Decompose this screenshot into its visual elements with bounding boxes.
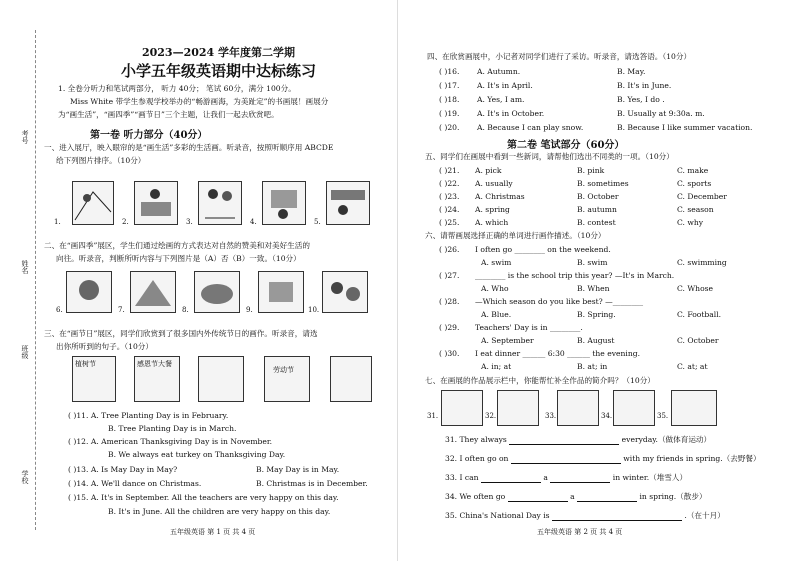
q7-label: 35. [657, 412, 669, 420]
q34-pre: 34. We often go [445, 492, 506, 501]
q29-b: B. August [577, 336, 615, 345]
q29-a: A. September [481, 336, 534, 345]
q4-instruction: 四、在欣赏画展中，小记者对同学们进行了采访。听录音，请选答语。（10分） [427, 52, 692, 61]
q23-num: ( )23. [439, 192, 460, 201]
q12-a: A. American Thanksgiving Day is in November. [90, 437, 273, 446]
q13-option-a [68, 465, 177, 475]
q22-c: C. sports [677, 179, 712, 188]
q14-b: B. Christmas is in December. [256, 479, 368, 488]
q11-a: A. Tree Planting Day is in February. [90, 411, 229, 420]
q29-c: C. October [677, 336, 719, 345]
q2-label: 7. [118, 306, 125, 314]
q11-num: ( )11. [68, 411, 89, 420]
q1-picture-3 [198, 181, 242, 225]
section2-title: 第二卷 笔试部分（60分） [507, 140, 625, 151]
q19-a: A. It's in October. [477, 109, 545, 118]
q1-label: 5. [314, 218, 321, 226]
q25-num: ( )25. [439, 218, 460, 227]
q21-a: A. pick [475, 166, 502, 175]
q24-num: ( )24. [439, 205, 460, 214]
q22-b: B. sometimes [577, 179, 629, 188]
q3-picture-may-day [264, 356, 310, 402]
title-year: 2023—2024 学年度第二学期 [141, 46, 296, 59]
q20-num: ( )20. [439, 123, 460, 132]
q3-caption: 感恩节大餐 [137, 360, 172, 368]
gutter-label-school: 学校 [21, 470, 29, 484]
q2-label: 9. [246, 306, 253, 314]
q3-picture-5 [330, 356, 372, 402]
q15-b: B. It's in June. All the children are very happy on this day. [108, 507, 331, 516]
q1-picture-1 [72, 181, 114, 225]
q17-b: B. It's in June. [617, 81, 672, 90]
q28-b: B. Spring. [577, 310, 616, 319]
q33-mid: a [543, 473, 548, 482]
q14-num: ( )14. [68, 479, 89, 488]
q35-post: .（在十月） [684, 511, 725, 520]
q3-picture-3 [198, 356, 244, 402]
q17-a: A. It's in April. [477, 81, 533, 90]
q35-line [445, 511, 725, 521]
q24-a: A. spring [475, 205, 510, 214]
q2-picture-10 [322, 271, 368, 313]
q34-line [445, 492, 707, 502]
q19-num: ( )19. [439, 109, 460, 118]
q18-num: ( )18. [439, 95, 460, 104]
q28-a: A. Blue. [481, 310, 512, 319]
q2-picture-8 [194, 271, 240, 313]
q12-option-a [68, 437, 272, 447]
q27-stem: ________ is the school trip this year? —It's in March. [475, 271, 675, 280]
q15-a: A. It's in September. All the teachers are very happy on this day. [90, 493, 339, 502]
q32-line [445, 454, 761, 464]
q1-label: 3. [186, 218, 193, 226]
q7-picture-31 [441, 390, 483, 426]
q12-b: B. We always eat turkey on Thanksgiving Day. [108, 450, 286, 459]
q2-picture-9 [258, 271, 304, 313]
binding-line [35, 30, 36, 530]
q2-label: 6. [56, 306, 63, 314]
q7-label: 34. [601, 412, 613, 420]
page-footer-right: 五年级英语 第 2 页 共 4 页 [537, 528, 623, 536]
q12-num: ( )12. [68, 437, 89, 446]
q30-b: B. at; in [577, 362, 608, 371]
q3-instruction: 三、在“画节日”展区，同学们欣赏到了很多国内外传统节日的画作。听录音，请选 [44, 329, 318, 338]
q3-caption: 植树节 [75, 360, 96, 368]
q1-picture-5 [326, 181, 370, 225]
q23-a: A. Christmas [475, 192, 525, 201]
intro-line-1: 1. 全卷分听力和笔试两部分， 听力 40分； 笔试 60分，满分 100分。 [58, 84, 296, 93]
q34-post: in spring.（散步） [639, 492, 707, 501]
q21-b: B. pink [577, 166, 605, 175]
q24-b: B. autumn [577, 205, 617, 214]
q31-pre: 31. They always [445, 435, 507, 444]
gutter-label-name: 姓名 [21, 260, 29, 274]
q11-b: B. Tree Planting Day is in March. [108, 424, 237, 433]
q30-stem: I eat dinner ______ 6:30 ______ the evening. [475, 349, 640, 358]
q35-pre: 35. China's National Day is [445, 511, 550, 520]
q15-num: ( )15. [68, 493, 89, 502]
q30-num: ( )30. [439, 349, 460, 358]
q13-num: ( )13. [68, 465, 89, 474]
q22-num: ( )22. [439, 179, 460, 188]
q7-instruction: 七、在画展的作品展示栏中，你能帮忙补全作品的简介吗？（10分） [425, 376, 655, 385]
q33-post: in winter.（堆雪人） [612, 473, 688, 482]
q26-a: A. swim [481, 258, 512, 267]
q30-a: A. in; at [481, 362, 512, 371]
q16-b: B. May. [617, 67, 646, 76]
q13-a: A. Is May Day in May? [90, 465, 178, 474]
q28-c: C. Football. [677, 310, 722, 319]
q18-a: A. Yes, I am. [477, 95, 525, 104]
q28-num: ( )28. [439, 297, 460, 306]
q14-a: A. We'll dance on Christmas. [90, 479, 202, 488]
q33-line [445, 473, 687, 483]
q15-option-a [68, 493, 339, 503]
q3-picture-thanksgiving [134, 356, 180, 402]
gutter-label-exam-number: 考号 [21, 130, 29, 144]
q21-num: ( )21. [439, 166, 460, 175]
q25-b: B. contest [577, 218, 616, 227]
q2-picture-6 [66, 271, 112, 313]
q2-label: 10. [308, 306, 320, 314]
q2-instruction-2: 向往。听录音，判断所听内容与下列图片是（A）否（B）一致。（10分） [56, 254, 301, 263]
q1-instruction-2: 给下列图片排序。（10分） [56, 156, 146, 165]
q28-stem: —Which season do you like best? —________ [475, 297, 644, 306]
q26-c: C. swimming [677, 258, 727, 267]
intro-line-2: Miss White 带学生参观学校举办的“畅游画海，为美趾定”的书画展！画展分 [70, 97, 329, 106]
q6-instruction: 六、请帮画展选择正确的单词进行画作描述。（10分） [425, 231, 606, 240]
q1-label: 2. [122, 218, 129, 226]
q3-picture-tree-planting [72, 356, 116, 402]
q7-picture-34 [613, 390, 655, 426]
q27-c: C. Whose [677, 284, 714, 293]
q25-a: A. which [475, 218, 509, 227]
q1-label: 1. [54, 218, 61, 226]
q34-mid: a [570, 492, 575, 501]
q32-pre: 32. I often go on [445, 454, 509, 463]
q27-b: B. When [577, 284, 610, 293]
q34-blank-1[interactable] [508, 493, 568, 502]
q5-instruction: 五、同学们在画展中看到一些新词，请帮他们选出不同类的一项。（10分） [425, 152, 674, 161]
q23-c: C. December [677, 192, 727, 201]
q2-picture-7 [130, 271, 176, 313]
q26-num: ( )26. [439, 245, 460, 254]
q26-b: B. swim [577, 258, 608, 267]
q1-label: 4. [250, 218, 257, 226]
q1-instruction: 一、进入展厅，映入眼帘的是“画生活”多彩的生活画。听录音，按照听顺序用 ABCDE [44, 143, 334, 152]
q26-stem: I often go ________ on the weekend. [475, 245, 611, 254]
q3-caption: 劳动节 [273, 366, 294, 374]
page-footer-left: 五年级英语 第 1 页 共 4 页 [170, 528, 256, 536]
q33-pre: 33. I can [445, 473, 479, 482]
q27-num: ( )27. [439, 271, 460, 280]
q13-b: B. May Day is in May. [256, 465, 340, 474]
q29-num: ( )29. [439, 323, 460, 332]
q25-c: C. why [677, 218, 704, 227]
q18-b: B. Yes, I do . [617, 95, 665, 104]
gutter-label-class: 班级 [21, 345, 29, 359]
section1-title: 第一卷 听力部分（40分） [90, 130, 208, 141]
q2-instruction: 二、在“画四季”展区，学生们通过绘画的方式表达对自然的赞美和对美好生活的 [44, 241, 310, 250]
page-title: 小学五年级英语期中达标练习 [120, 62, 316, 80]
q23-b: B. October [577, 192, 619, 201]
q3-instruction-2: 出你所听到的句子。（10分） [56, 342, 153, 351]
q2-label: 8. [182, 306, 189, 314]
q7-picture-35 [671, 390, 717, 426]
q33-blank-2[interactable] [550, 474, 610, 483]
q20-b: B. Because I like summer vacation. [617, 123, 753, 132]
q31-blank[interactable] [509, 436, 619, 445]
q29-stem: Teachers' Day is in ________. [475, 323, 583, 332]
q32-blank[interactable] [511, 455, 621, 464]
q27-a: A. Who [481, 284, 509, 293]
q1-picture-4 [262, 181, 306, 225]
q35-blank[interactable] [552, 512, 682, 521]
q1-picture-2 [134, 181, 178, 225]
q7-label: 33. [545, 412, 557, 420]
q19-b: B. Usually at 9:30a. m. [617, 109, 705, 118]
q7-label: 31. [427, 412, 439, 420]
q24-c: C. season [677, 205, 714, 214]
q7-picture-33 [557, 390, 599, 426]
right-page [397, 0, 794, 561]
q30-c: C. at; at [677, 362, 708, 371]
q20-a: A. Because I can play snow. [477, 123, 584, 132]
q16-num: ( )16. [439, 67, 460, 76]
q32-post: with my friends in spring.（去野餐） [623, 454, 761, 463]
q31-line [445, 435, 711, 445]
q33-blank-1[interactable] [481, 474, 541, 483]
q7-label: 32. [485, 412, 497, 420]
q7-picture-32 [497, 390, 539, 426]
q14-option-a [68, 479, 201, 489]
intro-line-3: 为“画生活”，“画四季”“画节日”三个主题，让我们一起去欣赏吧。 [58, 110, 279, 119]
q11-option-a [68, 411, 228, 421]
q21-c: C. make [677, 166, 709, 175]
q34-blank-2[interactable] [577, 493, 637, 502]
q22-a: A. usually [475, 179, 513, 188]
q31-post: everyday.（做体育运动） [621, 435, 712, 444]
q17-num: ( )17. [439, 81, 460, 90]
q16-a: A. Autumn. [477, 67, 521, 76]
